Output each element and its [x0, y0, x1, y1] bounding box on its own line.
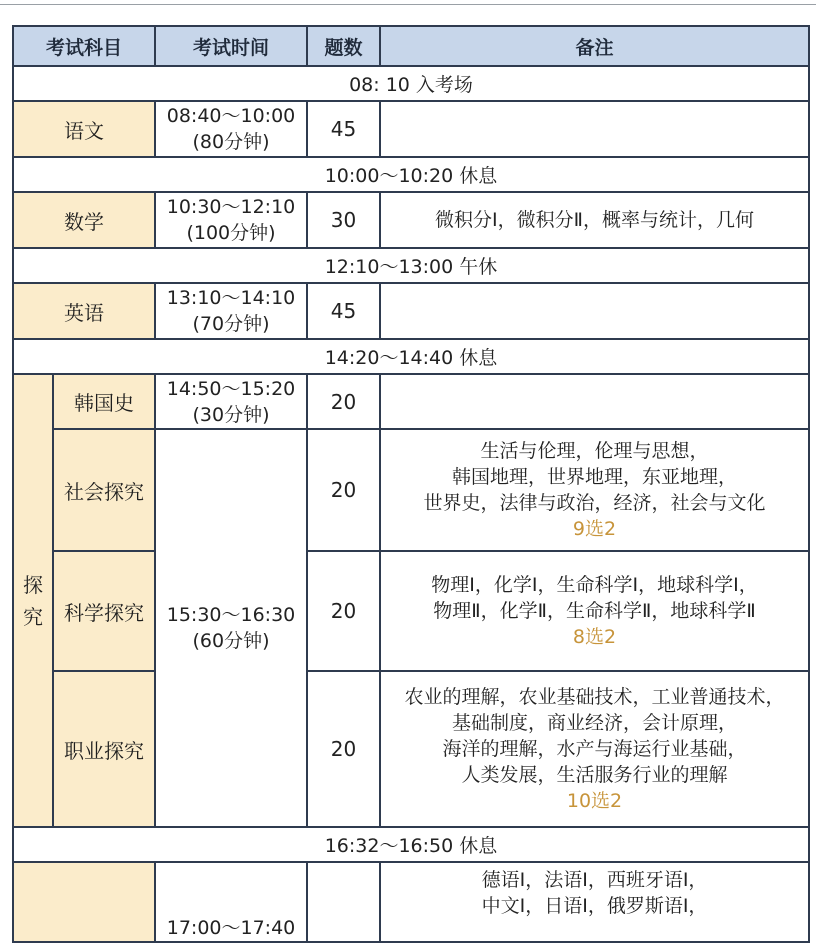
count-science: 20	[307, 551, 380, 671]
table-row-korean-history	[13, 374, 809, 429]
note-vocational-line: 海洋的理解，水产与海运行业基础，	[442, 738, 747, 760]
table-row-korean	[13, 101, 809, 157]
note-science	[380, 551, 809, 671]
table-row-social	[13, 429, 809, 551]
break-row-lunch	[13, 248, 809, 283]
break-row-rest2	[13, 339, 809, 374]
break-rest3: 16:32～16:50 休息	[13, 827, 809, 862]
explore-label-char1: 探	[23, 572, 43, 597]
table-row-english	[13, 283, 809, 339]
time-math	[155, 192, 307, 248]
subject-social: 社会探究	[53, 429, 155, 551]
time-history-duration: (30分钟)	[192, 403, 270, 426]
time-math-duration: (100分钟)	[186, 222, 276, 244]
note-social-line: 生活与伦理，伦理与思想，	[480, 440, 709, 462]
note-korean-history	[380, 374, 809, 429]
table-row-foreign	[13, 862, 809, 942]
note-foreign-line: 德语Ⅰ，法语Ⅰ，西班牙语Ⅰ，	[481, 869, 708, 891]
time-foreign: 17:00～17:40	[155, 862, 307, 942]
note-foreign	[380, 862, 809, 942]
note-social-line: 韩国地理，世界地理，东亚地理，	[452, 466, 738, 488]
subject-foreign	[13, 862, 155, 942]
note-vocational-choose: 10选2	[566, 790, 623, 812]
note-korean	[380, 101, 809, 157]
time-history-range: 14:50～15:20	[166, 377, 296, 400]
top-divider	[0, 4, 816, 5]
count-math: 30	[307, 192, 380, 248]
break-rest1: 10:00～10:20 休息	[13, 157, 809, 192]
time-english-duration: (70分钟)	[192, 313, 270, 335]
subject-korean-history: 韩国史	[53, 374, 155, 429]
time-english-range: 13:10～14:10	[166, 287, 296, 309]
time-explore-shared	[155, 429, 307, 827]
note-math: 微积分Ⅰ，微积分Ⅱ，概率与统计，几何	[380, 192, 809, 248]
subject-vocational: 职业探究	[53, 671, 155, 827]
explore-group-label	[13, 374, 53, 827]
break-lunch: 12:10～13:00 午休	[13, 248, 809, 283]
note-science-line: 物理Ⅰ，化学Ⅰ，生命科学Ⅰ，地球科学Ⅰ，	[431, 574, 758, 596]
break-rest2: 14:20～14:40 休息	[13, 339, 809, 374]
explore-label-char2: 究	[23, 604, 43, 629]
count-vocational: 20	[307, 671, 380, 827]
subject-korean: 语文	[13, 101, 155, 157]
time-korean	[155, 101, 307, 157]
time-english	[155, 283, 307, 339]
time-math-range: 10:30～12:10	[166, 196, 296, 218]
time-explore-range: 15:30～16:30	[166, 604, 296, 626]
break-row-rest3	[13, 827, 809, 862]
header-row	[13, 26, 809, 66]
table-row-math	[13, 192, 809, 248]
note-english	[380, 283, 809, 339]
break-row-enter	[13, 66, 809, 101]
break-row-rest1	[13, 157, 809, 192]
note-science-line: 物理Ⅱ，化学Ⅱ，生命科学Ⅱ，地球科学Ⅱ	[433, 600, 756, 622]
note-vocational	[380, 671, 809, 827]
table-row-science	[13, 551, 809, 671]
note-vocational-line: 农业的理解，农业基础技术，工业普通技术，	[404, 686, 785, 708]
time-explore-duration: (60分钟)	[192, 630, 270, 652]
header-time: 考试时间	[155, 26, 307, 66]
count-social: 20	[307, 429, 380, 551]
note-science-choose: 8选2	[572, 626, 617, 648]
note-social-choose: 9选2	[572, 518, 617, 540]
note-social	[380, 429, 809, 551]
note-vocational-line: 基础制度，商业经济，会计原理，	[452, 712, 738, 734]
time-korean-range: 08:40～10:00	[166, 105, 296, 127]
count-korean: 45	[307, 101, 380, 157]
header-note: 备注	[380, 26, 809, 66]
note-foreign-line: 中文Ⅰ，日语Ⅰ，俄罗斯语Ⅰ，	[481, 895, 708, 917]
subject-science: 科学探究	[53, 551, 155, 671]
note-vocational-line: 人类发展，生活服务行业的理解	[461, 764, 728, 786]
note-social-line: 世界史，法律与政治，经济，社会与文化	[423, 492, 766, 514]
break-enter: 08: 10 入考场	[13, 66, 809, 101]
count-foreign	[307, 862, 380, 942]
subject-english: 英语	[13, 283, 155, 339]
count-korean-history: 20	[307, 374, 380, 429]
subject-math: 数学	[13, 192, 155, 248]
time-korean-history	[155, 374, 307, 429]
time-korean-duration: (80分钟)	[192, 131, 270, 153]
header-count: 题数	[307, 26, 380, 66]
exam-schedule-table	[12, 25, 810, 943]
header-subject: 考试科目	[13, 26, 155, 66]
count-english: 45	[307, 283, 380, 339]
table-row-vocational	[13, 671, 809, 827]
